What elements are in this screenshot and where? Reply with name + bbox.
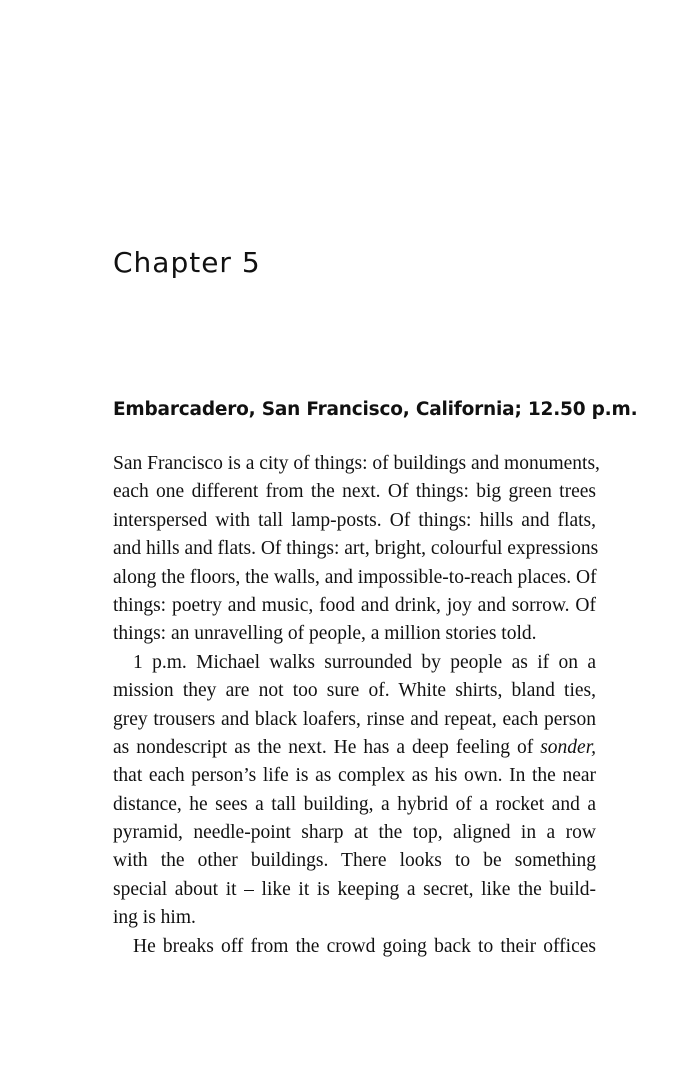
- text-line: 1 p.m. Michael walks surrounded by people as if on a: [133, 651, 596, 673]
- text-line: things: an unravelling of people, a million stories told.: [113, 623, 537, 645]
- paragraph: [113, 649, 596, 933]
- text-line: along the floors, the walls, and impossible-to-reach places. Of: [113, 566, 597, 588]
- text-line: with the other buildings. There looks to be something: [113, 850, 596, 872]
- text-line: special about it – like it is keeping a secret, like the build-: [113, 878, 596, 900]
- text-line: ing is him.: [113, 907, 196, 929]
- emphasis-word: sonder,: [540, 736, 596, 758]
- text-line: mission they are not too sure of. White shirts, bland ties,: [113, 680, 596, 702]
- text-line: and hills and flats. Of things: art, bright, colourful expressions: [113, 538, 599, 560]
- text-line: things: poetry and music, food and drink, joy and sorrow. Of: [113, 594, 596, 616]
- text-line: interspersed with tall lamp-posts. Of things: hills and flats,: [113, 509, 596, 531]
- text-line: each one different from the next. Of things: big green trees: [113, 481, 596, 503]
- text-line: grey trousers and black loafers, rinse and repeat, each person: [113, 708, 596, 730]
- paragraph: [113, 933, 596, 961]
- text-line: pyramid, needle-point sharp at the top, aligned in a row: [113, 822, 596, 844]
- paragraph: [113, 450, 600, 649]
- chapter-title: Chapter 5: [113, 246, 261, 279]
- text-line: He breaks off from the crowd going back to their offices: [133, 935, 596, 957]
- body-text: [113, 450, 600, 961]
- section-heading: Embarcadero, San Francisco, California; 12.50 p.m.: [113, 399, 638, 420]
- text-line: that each person’s life is as complex as his own. In the near: [113, 765, 596, 787]
- text-line: San Francisco is a city of things: of buildings and monuments,: [113, 453, 600, 474]
- text-line: distance, he sees a tall building, a hybrid of a rocket and a: [113, 793, 596, 815]
- text-line-with-emphasis: [113, 734, 596, 762]
- text-segment: as nondescript as the next. He has a deep feeling of: [113, 736, 541, 758]
